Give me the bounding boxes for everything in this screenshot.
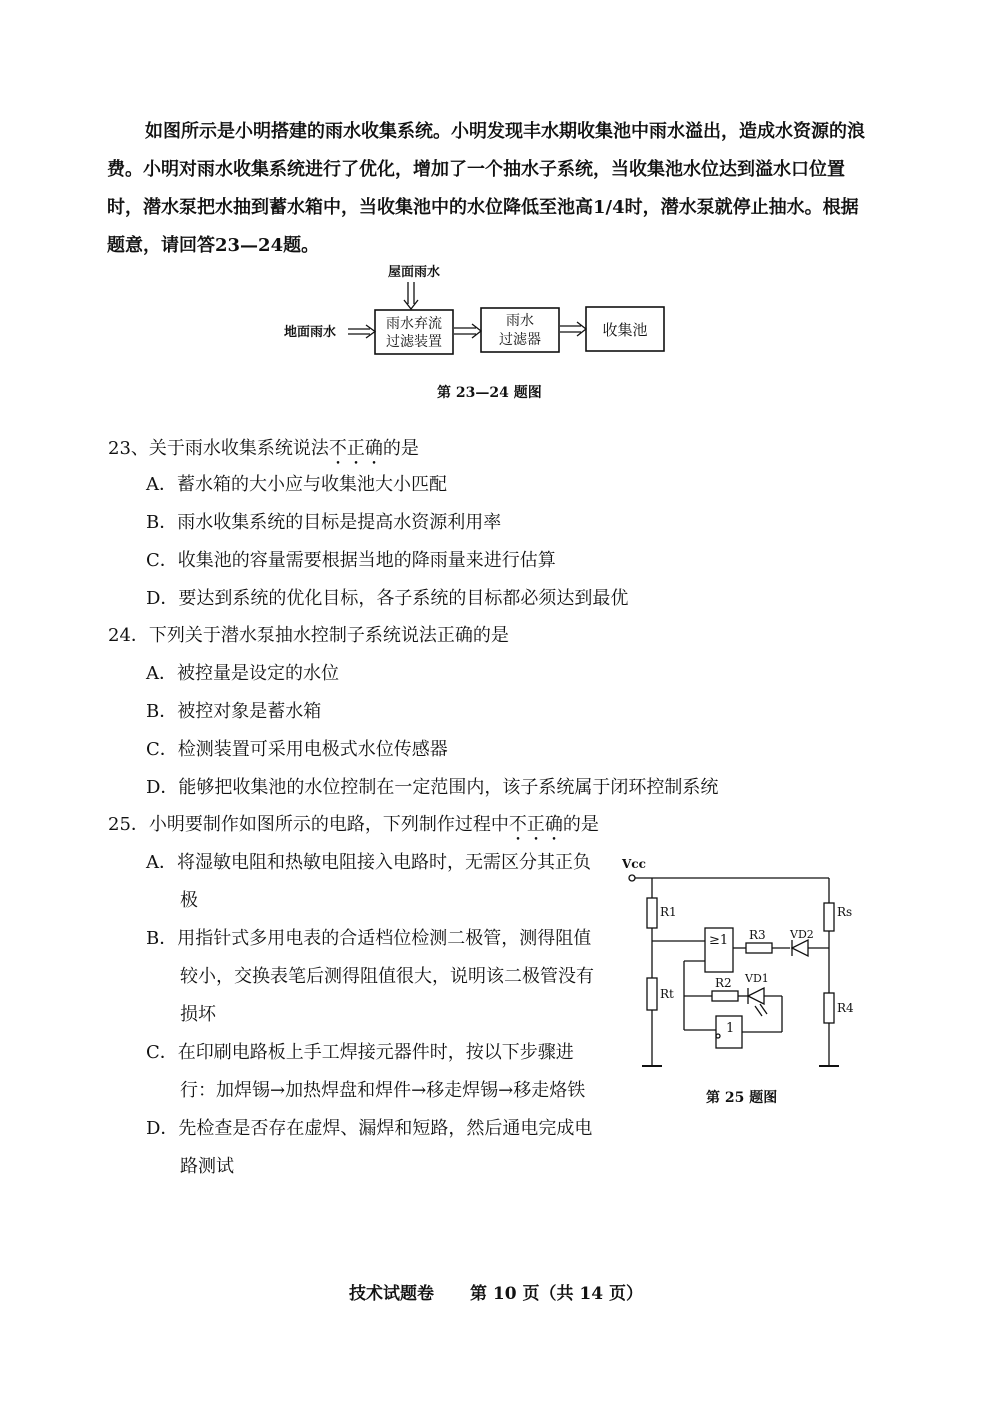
box2-line2: 过滤器 (499, 332, 541, 348)
ground-rain-label: 地面雨水 (284, 325, 337, 340)
label-vd1: VD1 (745, 972, 769, 985)
intro-paragraph (107, 113, 867, 265)
label-vcc: Vcc (622, 857, 646, 871)
q24-option-c: C．检测装置可采用电极式水位传感器 (146, 739, 448, 760)
roof-rain-label: 屋面雨水 (388, 265, 441, 280)
arrow12-head (472, 324, 481, 338)
q24-stem: 24．下列关于潜水泵抽水控制子系统说法正确的是 (108, 625, 509, 646)
q25-stem (108, 806, 599, 845)
rainwater-flow-diagram (280, 262, 700, 362)
label-gate2: 1 (726, 1021, 735, 1036)
resistor-r2 (712, 991, 738, 1001)
sensor-rs (824, 903, 834, 931)
label-r2: R2 (715, 976, 732, 990)
q25-stem-pre: 25．小明要制作如图所示的电路，下列制作过程中 (108, 814, 509, 835)
q23-option-c: C．收集池的容量需要根据当地的降雨量来进行估算 (146, 550, 556, 571)
q25-option-d-text: D．先检查是否存在虚焊、漏焊和短路，然后通电完成电路测试 (146, 1118, 593, 1177)
arrow23-head (577, 322, 586, 336)
box1-line1: 雨水弃流 (386, 316, 442, 332)
vcc-terminal (629, 875, 635, 881)
led-vd1 (748, 988, 764, 1004)
q24-option-a: A．被控量是设定的水位 (146, 663, 339, 684)
q25-option-b (146, 920, 606, 1034)
box3-label: 收集池 (602, 321, 648, 339)
q25-option-d (146, 1110, 606, 1186)
q24-option-d: D．能够把收集池的水位控制在一定范围内，该子系统属于闭环控制系统 (146, 777, 719, 798)
label-vd2: VD2 (790, 928, 814, 941)
q25-option-c-text: C．在印刷电路板上手工焊接元器件时，按以下步骤进行：加焊锡→加热焊盘和焊件→移走焊锡→移走烙铁 (146, 1042, 586, 1101)
box2-line1: 雨水 (506, 313, 534, 329)
label-r1: R1 (660, 905, 677, 919)
q25-option-a (146, 844, 606, 920)
label-gate1: ≥1 (709, 933, 729, 948)
q23-option-d: D．要达到系统的优化目标，各子系统的目标都必须达到最优 (146, 588, 629, 609)
thermistor-rt (647, 978, 657, 1010)
q23-stem-emphasis: 不正确 (328, 438, 383, 459)
intro-text: 如图所示是小明搭建的雨水收集系统。小明发现丰水期收集池中雨水溢出，造成水资源的浪费。小明对雨水收集系统进行了优化，增加了一个抽水子系统，当收集池水位达到溢水口位置时，潜水泵把水抽到蓄水箱中，当收集池中的水位降低至池高1/4时，潜水泵就停止抽水。根据题意，请回答23—24题。 (107, 121, 865, 256)
q23-option-a: A．蓄水箱的大小应与收集池大小匹配 (146, 474, 447, 495)
footer-exam-name: 技术试题卷 (349, 1284, 434, 1304)
q25-option-a-text: A．将湿敏电阻和热敏电阻接入电路时，无需区分其正负极 (146, 852, 591, 911)
q25-stem-emphasis: 不正确 (508, 814, 563, 835)
resistor-r3 (746, 943, 772, 953)
led-ray2 (760, 1004, 767, 1014)
label-rs: Rs (837, 905, 853, 919)
label-r4: R4 (837, 1001, 854, 1015)
q23-stem (108, 430, 419, 469)
resistor-r1 (647, 898, 657, 928)
footer-page-number: 第 10 页（共 14 页） (470, 1284, 643, 1304)
q25-option-b-text: B．用指针式多用电表的合适档位检测二极管，测得阻值较小，交换表笔后测得阻值很大，说明该二极管没有损坏 (146, 928, 594, 1025)
left-arrow-head (366, 325, 375, 338)
diode-vd2 (792, 940, 808, 956)
label-rt: Rt (660, 987, 674, 1001)
figure1-caption: 第 23—24 题图 (437, 385, 542, 401)
q25-option-c (146, 1034, 606, 1110)
q25-stem-post: 的是 (562, 814, 599, 835)
box1-line2: 过滤装置 (386, 334, 442, 350)
circuit-diagram (612, 848, 872, 1078)
page-footer (0, 1279, 992, 1304)
label-r3: R3 (749, 928, 766, 942)
q23-stem-pre: 23、关于雨水收集系统说法 (108, 438, 329, 459)
figure25-caption: 第 25 题图 (706, 1090, 778, 1106)
q23-option-b: B．雨水收集系统的目标是提高水资源利用率 (146, 512, 502, 533)
led-ray1 (755, 1006, 762, 1016)
resistor-r4 (824, 993, 834, 1023)
down-arrow-head (404, 300, 418, 309)
not-gate-bubble (716, 1034, 720, 1038)
q24-option-b: B．被控对象是蓄水箱 (146, 701, 322, 722)
q23-stem-post: 的是 (382, 438, 419, 459)
